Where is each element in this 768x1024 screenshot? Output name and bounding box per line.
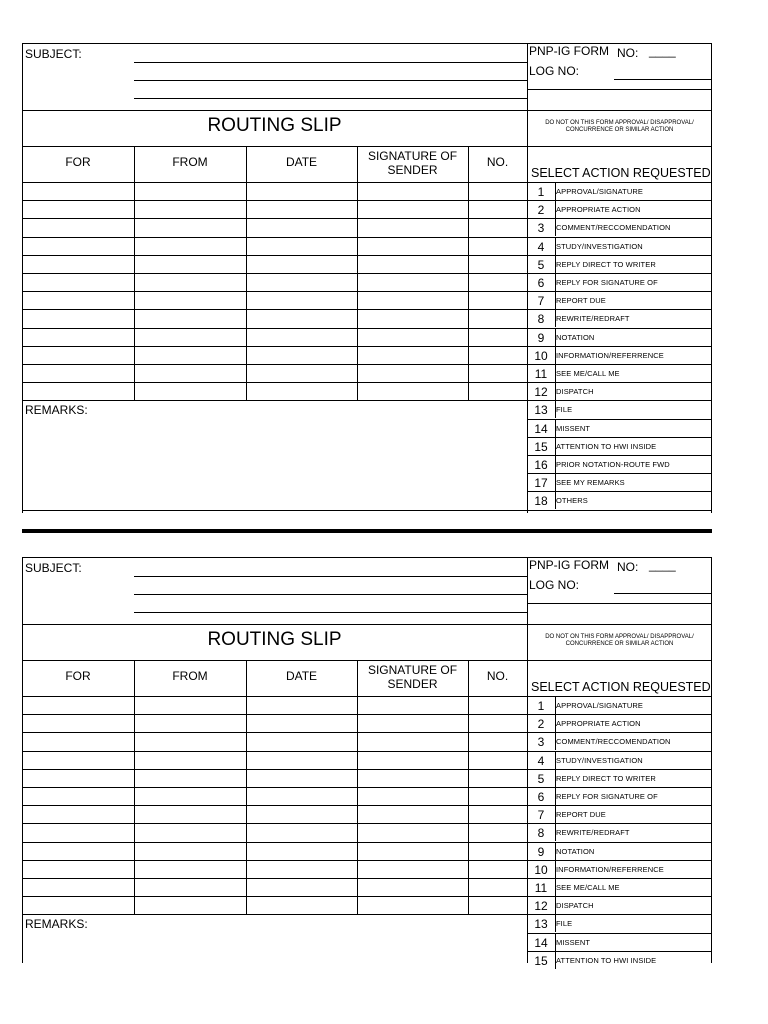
subject-line[interactable] <box>134 62 527 63</box>
for-column-header: FOR <box>65 155 91 169</box>
action-number: 2 <box>537 717 545 731</box>
action-number: 17 <box>534 476 548 490</box>
action-number-divider <box>555 951 556 969</box>
action-item[interactable]: APPROPRIATE ACTION <box>556 719 641 728</box>
title-row-top <box>22 624 712 625</box>
action-number-divider <box>555 255 556 273</box>
routing-table-row[interactable] <box>22 823 527 824</box>
action-number-divider <box>555 400 556 418</box>
routing-table-row[interactable] <box>22 714 527 715</box>
routing-slip-title: ROUTING SLIP <box>207 629 342 650</box>
title-row-top <box>22 110 712 111</box>
form-left-border <box>22 43 23 513</box>
form-left-border <box>22 557 23 963</box>
date-column-header: DATE <box>285 155 318 169</box>
action-number: 7 <box>537 808 545 822</box>
action-number-divider <box>555 200 556 218</box>
action-number: 13 <box>534 403 548 417</box>
action-number-divider <box>555 860 556 878</box>
routing-table-row[interactable] <box>22 309 527 310</box>
form-no-right-divider <box>527 89 712 90</box>
routing-table-row[interactable] <box>22 291 527 292</box>
routing-table-row[interactable] <box>22 787 527 788</box>
action-item[interactable]: REPLY FOR SIGNATURE OF <box>556 792 658 801</box>
action-item[interactable]: ATTENTION TO HWI INSIDE <box>556 956 657 965</box>
header-divider <box>527 43 528 110</box>
subject-line[interactable] <box>134 80 527 81</box>
action-number-divider <box>555 933 556 951</box>
log-no-label: LOG NO: <box>529 64 580 78</box>
action-number-divider <box>555 805 556 823</box>
action-number: 9 <box>537 331 545 345</box>
no-column-header: NO. <box>486 669 509 683</box>
action-number-divider <box>555 714 556 732</box>
column-header-top <box>22 146 712 147</box>
form-no-label: NO: <box>617 46 639 60</box>
routing-slip-title: ROUTING SLIP <box>207 115 342 136</box>
action-number: 11 <box>534 881 548 895</box>
routing-table-row[interactable] <box>22 237 527 238</box>
action-number: 1 <box>537 699 545 713</box>
action-number: 12 <box>534 899 548 913</box>
log-no-line[interactable] <box>614 79 712 80</box>
subject-line[interactable] <box>134 594 527 595</box>
action-item[interactable]: DISPATCH <box>556 387 594 396</box>
action-item[interactable]: SEE ME/CALL ME <box>556 883 620 892</box>
action-number-divider <box>555 182 556 200</box>
routing-table-row[interactable] <box>22 769 527 770</box>
routing-table-row[interactable] <box>22 364 527 365</box>
action-number-divider <box>555 473 556 491</box>
form-right-border <box>711 43 712 513</box>
pnp-form-label: PNP-IG FORM <box>529 558 609 572</box>
action-number-divider <box>555 273 556 291</box>
action-number-divider <box>555 696 556 714</box>
action-item[interactable]: REPLY DIRECT TO WRITER <box>556 260 656 269</box>
routing-table-row[interactable] <box>22 751 527 752</box>
action-number: 5 <box>537 258 545 272</box>
action-number: 7 <box>537 294 545 308</box>
action-number-divider <box>555 328 556 346</box>
subject-label: SUBJECT: <box>25 47 82 61</box>
action-number: 6 <box>537 790 545 804</box>
subject-line[interactable] <box>134 612 527 613</box>
routing-table-row[interactable] <box>22 346 527 347</box>
routing-slip-form <box>22 557 712 1024</box>
action-number-divider <box>555 455 556 473</box>
action-number-divider <box>555 751 556 769</box>
action-number-divider <box>555 787 556 805</box>
header-divider <box>527 557 528 624</box>
action-number-divider <box>555 218 556 236</box>
action-item[interactable]: FILE <box>556 405 573 414</box>
signature-column-header: SIGNATURE OF SENDER <box>367 149 458 177</box>
routing-table-row[interactable] <box>22 696 527 697</box>
action-number-divider <box>555 419 556 437</box>
action-number: 14 <box>534 936 548 950</box>
action-number: 10 <box>534 349 548 363</box>
action-number-divider <box>555 364 556 382</box>
action-item[interactable]: NOTATION <box>556 847 595 856</box>
select-action-label: SELECT ACTION REQUESTED <box>531 166 711 180</box>
action-number: 5 <box>537 772 545 786</box>
action-item[interactable]: OTHERS <box>556 496 588 505</box>
action-number-divider <box>555 309 556 327</box>
log-no-line[interactable] <box>614 593 712 594</box>
action-item[interactable]: REPLY FOR SIGNATURE OF <box>556 278 658 287</box>
action-number-divider <box>555 878 556 896</box>
instruction-note: DO NOT ON THIS FORM APPROVAL/ DISAPPROVAL/ CONCURRENCE OR SIMILAR ACTION <box>545 634 694 647</box>
action-number: 2 <box>537 203 545 217</box>
action-item[interactable]: FILE <box>556 919 573 928</box>
routing-table-row[interactable] <box>22 218 527 219</box>
action-item[interactable]: MISSENT <box>556 938 591 947</box>
action-item[interactable]: INFORMATION/REFERRENCE <box>556 351 664 360</box>
form-no-label: NO: <box>617 560 639 574</box>
remarks-label: REMARKS: <box>25 917 88 931</box>
action-item[interactable]: PRIOR NOTATION-ROUTE FWD <box>556 460 670 469</box>
action-number: 16 <box>534 458 548 472</box>
no-column-header: NO. <box>486 155 509 169</box>
action-number-divider <box>555 842 556 860</box>
action-item[interactable]: STUDY/INVESTIGATION <box>556 242 643 251</box>
action-number: 13 <box>534 917 548 931</box>
action-item[interactable]: COMMENT/RECCOMENDATION <box>556 223 671 232</box>
column-header-top <box>22 660 712 661</box>
action-item[interactable]: SEE MY REMARKS <box>556 478 625 487</box>
routing-table-row[interactable] <box>22 182 527 183</box>
action-number: 9 <box>537 845 545 859</box>
routing-table-row[interactable] <box>22 328 527 329</box>
action-item[interactable]: REPORT DUE <box>556 296 606 305</box>
action-number: 3 <box>537 221 545 235</box>
date-column-header: DATE <box>285 669 318 683</box>
action-number-divider <box>555 823 556 841</box>
routing-table-row[interactable] <box>22 273 527 274</box>
routing-slip-form <box>22 43 712 513</box>
action-number: 8 <box>537 312 545 326</box>
action-item[interactable]: SEE ME/CALL ME <box>556 369 620 378</box>
action-number: 1 <box>537 185 545 199</box>
title-divider <box>527 110 528 146</box>
from-column-header: FROM <box>172 155 208 169</box>
routing-table-row[interactable] <box>22 732 527 733</box>
action-number: 11 <box>534 367 548 381</box>
action-item[interactable]: ATTENTION TO HWI INSIDE <box>556 442 657 451</box>
action-number: 18 <box>534 494 548 508</box>
action-item[interactable]: INFORMATION/REFERRENCE <box>556 865 664 874</box>
action-number-divider <box>555 237 556 255</box>
action-number-divider <box>555 914 556 932</box>
action-number: 6 <box>537 276 545 290</box>
form-no-value[interactable]: ____ <box>649 558 676 572</box>
action-number: 4 <box>537 754 545 768</box>
action-number: 10 <box>534 863 548 877</box>
remarks-label: REMARKS: <box>25 403 88 417</box>
action-item[interactable]: APPROVAL/SIGNATURE <box>556 187 643 196</box>
form-bottom-border <box>22 510 712 511</box>
action-item[interactable]: REPORT DUE <box>556 810 606 819</box>
action-number: 3 <box>537 735 545 749</box>
form-right-border <box>711 557 712 963</box>
for-column-header: FOR <box>65 669 91 683</box>
action-item[interactable]: NOTATION <box>556 333 595 342</box>
action-number-divider <box>555 291 556 309</box>
action-number-divider <box>555 896 556 914</box>
action-number: 4 <box>537 240 545 254</box>
form-no-value[interactable]: ____ <box>649 44 676 58</box>
signature-column-header: SIGNATURE OF SENDER <box>367 663 458 691</box>
action-number-divider <box>555 382 556 400</box>
routing-table-row[interactable] <box>22 842 527 843</box>
routing-table-row[interactable] <box>22 400 527 401</box>
routing-table-row[interactable] <box>22 805 527 806</box>
select-action-label: SELECT ACTION REQUESTED <box>531 680 711 694</box>
routing-table-row[interactable] <box>22 382 527 383</box>
action-item[interactable]: REPLY DIRECT TO WRITER <box>556 774 656 783</box>
routing-table-row[interactable] <box>22 914 527 915</box>
pnp-form-label: PNP-IG FORM <box>529 44 609 58</box>
action-item[interactable]: MISSENT <box>556 424 591 433</box>
action-number: 14 <box>534 422 548 436</box>
subject-line[interactable] <box>134 98 527 99</box>
routing-table-row[interactable] <box>22 200 527 201</box>
instruction-note: DO NOT ON THIS FORM APPROVAL/ DISAPPROVAL/ CONCURRENCE OR SIMILAR ACTION <box>545 120 694 133</box>
action-number-divider <box>555 769 556 787</box>
action-item[interactable]: DISPATCH <box>556 901 594 910</box>
routing-table-row[interactable] <box>22 878 527 879</box>
routing-table-row[interactable] <box>22 896 527 897</box>
action-number-divider <box>555 732 556 750</box>
action-number-divider <box>555 437 556 455</box>
action-item[interactable]: APPROPRIATE ACTION <box>556 205 641 214</box>
action-item[interactable]: APPROVAL/SIGNATURE <box>556 701 643 710</box>
action-item[interactable]: COMMENT/RECCOMENDATION <box>556 737 671 746</box>
routing-table-row[interactable] <box>22 255 527 256</box>
routing-table-row[interactable] <box>22 860 527 861</box>
subject-label: SUBJECT: <box>25 561 82 575</box>
action-item[interactable]: STUDY/INVESTIGATION <box>556 756 643 765</box>
from-column-header: FROM <box>172 669 208 683</box>
action-number: 8 <box>537 826 545 840</box>
log-no-label: LOG NO: <box>529 578 580 592</box>
action-item[interactable]: REWRITE/REDRAFT <box>556 828 630 837</box>
form-no-right-divider <box>527 603 712 604</box>
action-number: 15 <box>534 954 548 968</box>
action-number: 15 <box>534 440 548 454</box>
cut-separator-line <box>22 529 712 533</box>
action-number: 12 <box>534 385 548 399</box>
title-divider <box>527 624 528 660</box>
action-number-divider <box>555 491 556 509</box>
subject-line[interactable] <box>134 576 527 577</box>
action-item[interactable]: REWRITE/REDRAFT <box>556 314 630 323</box>
action-number-divider <box>555 346 556 364</box>
